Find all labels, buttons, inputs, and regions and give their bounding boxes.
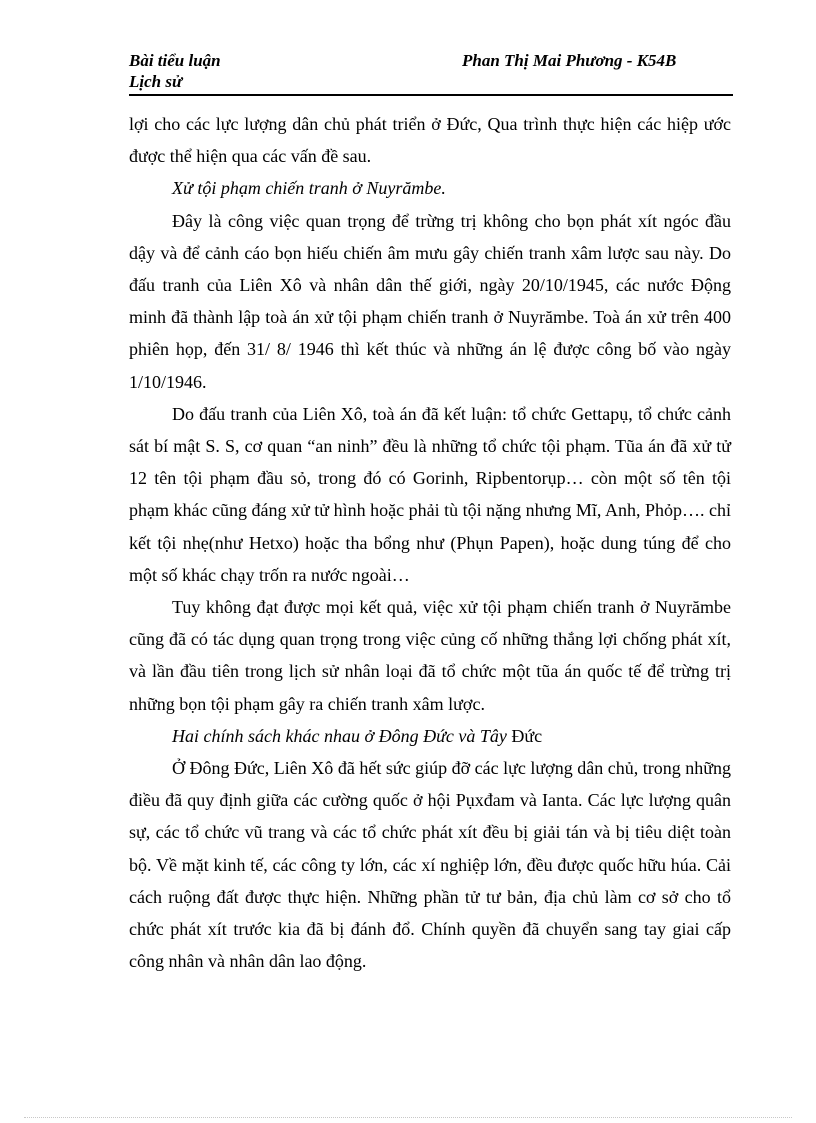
section-heading-two-policies xyxy=(129,720,731,752)
header-essay-label: Bài tiểu luận xyxy=(129,51,221,70)
header-subject-label: Lịch sử xyxy=(129,72,183,91)
paragraph-significance: Tuy không đạt được mọi kết quả, việc xử tội phạm chiến tranh ở Nuyrămbe cũng đã có tác dụng quan trọng trong việc củng cố những thắng lợi chống phát xít, và lần đầu tiên trong lịch sử nhân loại đã tổ chức một tũa án quốc tế để trừng trị những bọn tội phạm gây ra chiến tranh xâm lược. xyxy=(129,597,731,714)
section-heading-normal: Đức xyxy=(506,725,543,746)
header-left xyxy=(129,50,221,92)
paragraph-east-germany: Ở Đông Đức, Liên Xô đã hết sức giúp đỡ các lực lượng dân chủ, trong những điều đã quy định giữa các cường quốc ở hội Pụxđam và Ianta. Các lực lượng quân sự, các tổ chức vũ trang và các tổ chức phát xít đều bị giải tán và bị tiêu diệt toàn bộ. Về mặt kinh tế, các công ty lớn, các xí nghiệp lớn, đều được quốc hữu húa. Cải cách ruộng đất được thực hiện. Những phần tử tư bản, địa chủ làm cơ sở cho tổ chức phát xít trước kia đã bị đánh đổ. Chính quyền đã chuyển sang tay giai cấp công nhân và nhân dân lao động. xyxy=(129,758,731,972)
header-author: Phan Thị Mai Phương - K54B xyxy=(462,51,677,70)
section-heading-italic: Hai chính sách khác nhau ở Đông Đức và Tây xyxy=(172,725,507,746)
paragraph-tribunal: Đây là công việc quan trọng để trừng trị không cho bọn phát xít ngóc đầu dậy và để cảnh cáo bọn hiếu chiến âm mưu gây chiến tranh xâm lược sau này. Do đấu tranh của Liên Xô và nhân dân thế giới, ngày 20/10/1945, các nước Động minh đã thành lập toà án xử tội phạm chiến tranh ở Nuyrămbe. Toà án xử trên 400 phiên họp, đến 31/ 8/ 1946 thì kết thúc và những án lệ được công bố vào ngày 1/10/1946. xyxy=(129,210,731,392)
paragraph-continuation: lợi cho các lực lượng dân chủ phát triển ở Đức, Qua trình thực hiện các hiệp ước được thể hiện qua các vấn đề sau. xyxy=(129,114,731,167)
paragraph-verdict: Do đấu tranh của Liên Xô, toà án đã kết luận: tổ chức Gettapụ, tổ chức cảnh sát bí mật S. S, cơ quan “an ninh” đều là những tổ chức tội phạm. Tũa án đã xử tử 12 tên tội phạm đầu sỏ, trong đó có Gorinh, Ripbentorụp… còn một số tên tội phạm khác cũng đáng xử tử hình hoặc phải tù tội nặng nhưng Mĩ, Anh, Phỏp…. chỉ kết tội nhẹ(như Hetxo) hoặc tha bổng như (Phụn Papen), hoặc dung túng để cho một số khác chạy trốn ra nước ngoài… xyxy=(129,403,731,585)
page-header xyxy=(129,48,733,96)
document-body xyxy=(129,108,731,977)
page-bottom-border xyxy=(24,1117,792,1118)
section-heading-war-crimes: Xử tội phạm chiến tranh ở Nuyrămbe. xyxy=(172,178,446,199)
